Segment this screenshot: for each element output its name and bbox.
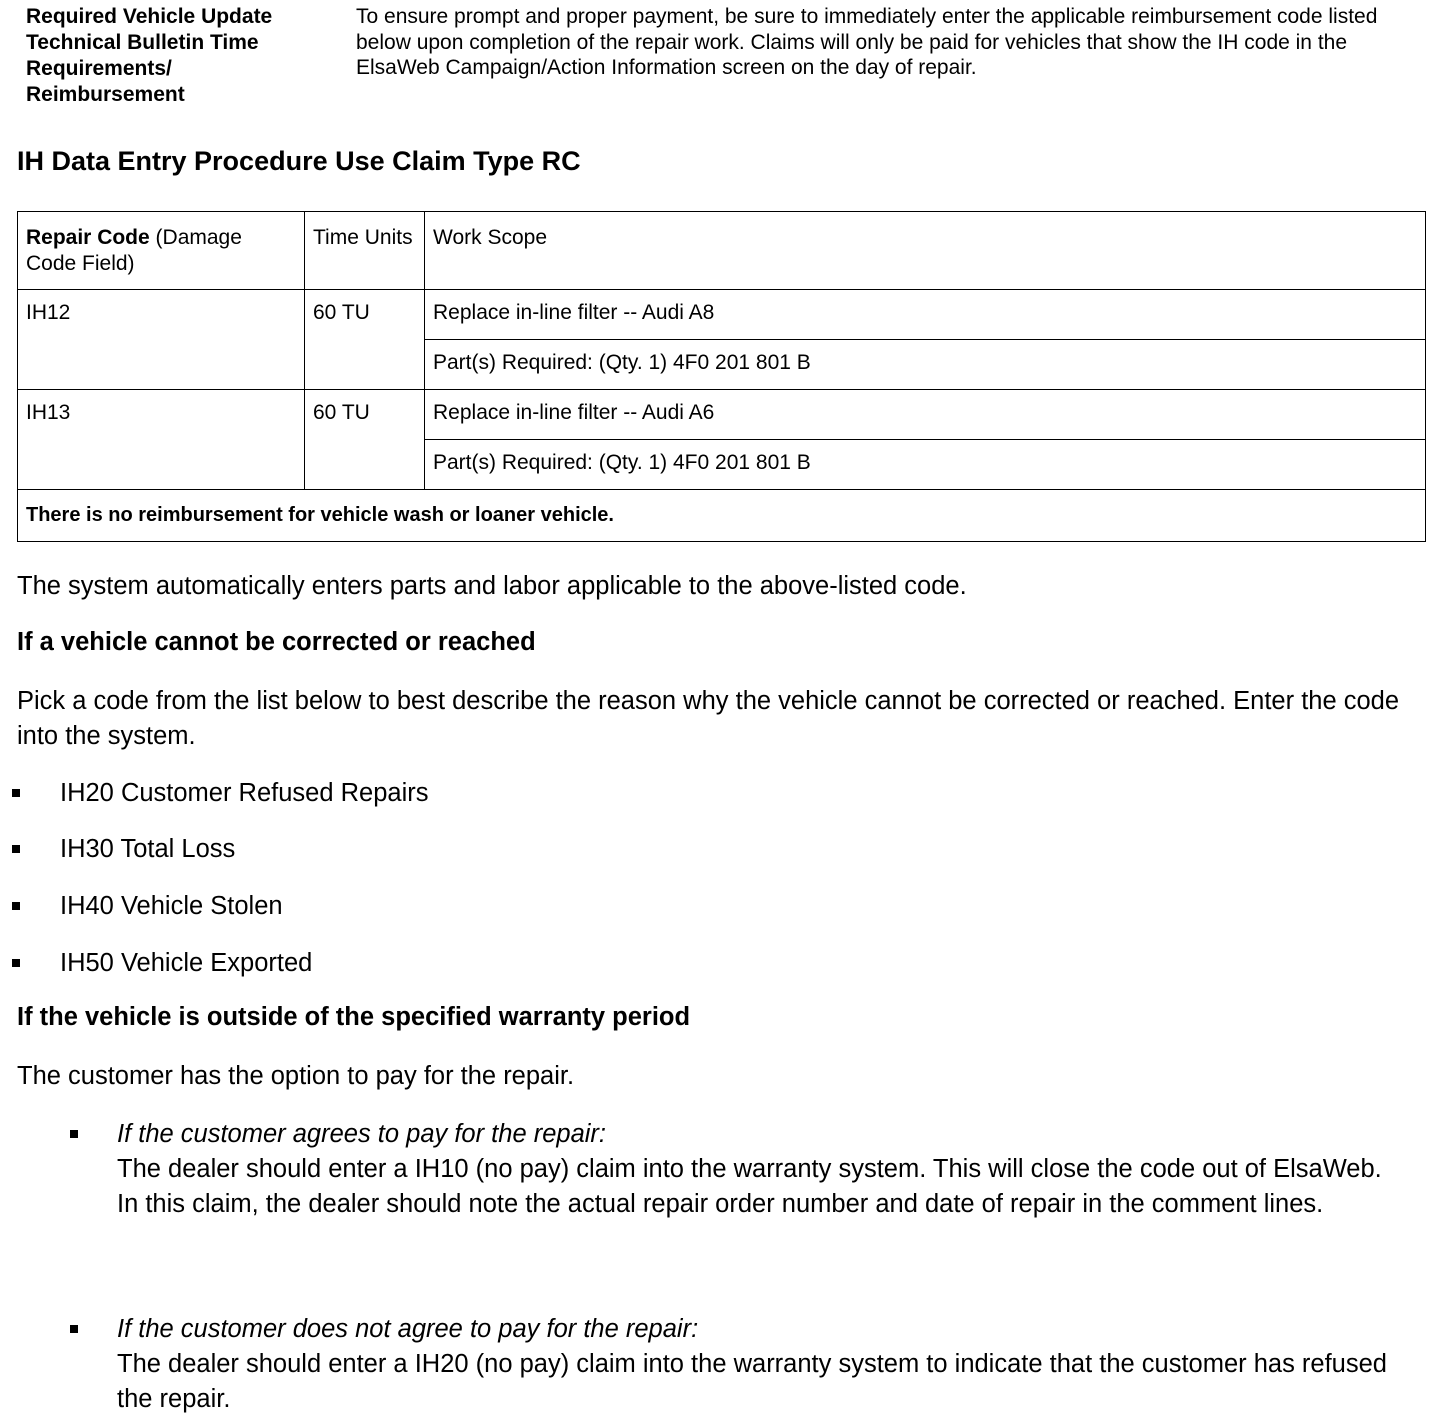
- repair-code-cell: IH13: [18, 390, 305, 490]
- table-row: [18, 390, 1426, 440]
- table-note-row: [18, 490, 1426, 542]
- reason-code-text: IH50 Vehicle Exported: [60, 949, 313, 977]
- cannot-correct-heading: If a vehicle cannot be corrected or reached: [17, 628, 536, 656]
- warranty-text: The customer has the option to pay for the repair.: [17, 1062, 575, 1090]
- requirements-label-line: Reimbursement: [26, 83, 185, 106]
- work-scope-cell: Replace in-line filter -- Audi A6: [425, 390, 1426, 440]
- option-body: [117, 1117, 1417, 1221]
- square-bullet-icon: [70, 1325, 78, 1333]
- option-line: The dealer should enter a IH10 (no pay) claim into the warranty system. This will close the code out of ElsaWeb.: [117, 1154, 1382, 1183]
- repair-code-header-bold: Repair Code: [26, 226, 150, 249]
- auto-enter-text: The system automatically enters parts and labor applicable to the above-listed code.: [17, 572, 967, 600]
- requirements-text: To ensure prompt and proper payment, be sure to immediately enter the applicable reimbursement code listed below upon completion of the repair work. Claims will only be paid for vehicles that show the IH code in the ElsaWeb Campaign/Action Information screen on the day of repair.: [356, 5, 1378, 79]
- requirements-label-line: Requirements/: [26, 57, 172, 80]
- repair-code-cell: IH12: [18, 290, 305, 390]
- data-entry-heading: IH Data Entry Procedure Use Claim Type RC: [17, 146, 581, 176]
- square-bullet-icon: [12, 902, 20, 910]
- reason-code-text: IH20 Customer Refused Repairs: [60, 779, 429, 807]
- reason-code-text: IH40 Vehicle Stolen: [60, 892, 283, 920]
- parts-required-cell: Part(s) Required: (Qty. 1) 4F0 201 801 B: [425, 340, 1426, 390]
- repair-code-header: [18, 212, 305, 290]
- square-bullet-icon: [12, 845, 20, 853]
- time-units-cell: 60 TU: [305, 290, 425, 390]
- warranty-heading: If the vehicle is outside of the specified warranty period: [17, 1003, 691, 1031]
- option-lead: If the customer does not agree to pay for the repair:: [117, 1315, 699, 1343]
- table-header-row: [18, 212, 1426, 290]
- reason-code-text: IH30 Total Loss: [60, 835, 236, 863]
- square-bullet-icon: [12, 959, 20, 967]
- cannot-correct-text: Pick a code from the list below to best describe the reason why the vehicle cannot be corrected or reached. Enter the code into the system.: [17, 687, 1400, 750]
- table-row: [18, 290, 1426, 340]
- time-units-cell: 60 TU: [305, 390, 425, 490]
- reimbursement-requirements-section: [26, 4, 1426, 114]
- work-scope-cell: Replace in-line filter -- Audi A8: [425, 290, 1426, 340]
- square-bullet-icon: [70, 1130, 78, 1138]
- repair-code-header-rest: (Damage Code Field): [26, 226, 242, 275]
- square-bullet-icon: [12, 789, 20, 797]
- parts-required-cell: Part(s) Required: (Qty. 1) 4F0 201 801 B: [425, 440, 1426, 490]
- option-line: The dealer should enter a IH20 (no pay) claim into the warranty system to indicate that the customer has refused the repair.: [117, 1349, 1387, 1413]
- option-line: In this claim, the dealer should note the actual repair order number and date of repair in the comment lines.: [117, 1189, 1324, 1218]
- reimbursement-note: There is no reimbursement for vehicle wash or loaner vehicle.: [18, 490, 1426, 542]
- reimbursement-table: [17, 211, 1426, 542]
- requirements-label: [26, 4, 326, 108]
- requirements-label-line: Technical Bulletin Time: [26, 31, 259, 54]
- option-lead: If the customer agrees to pay for the repair:: [117, 1120, 606, 1148]
- time-units-header: Time Units: [305, 212, 425, 290]
- option-body: [117, 1312, 1417, 1416]
- requirements-label-line: Required Vehicle Update: [26, 5, 273, 28]
- work-scope-header: Work Scope: [425, 212, 1426, 290]
